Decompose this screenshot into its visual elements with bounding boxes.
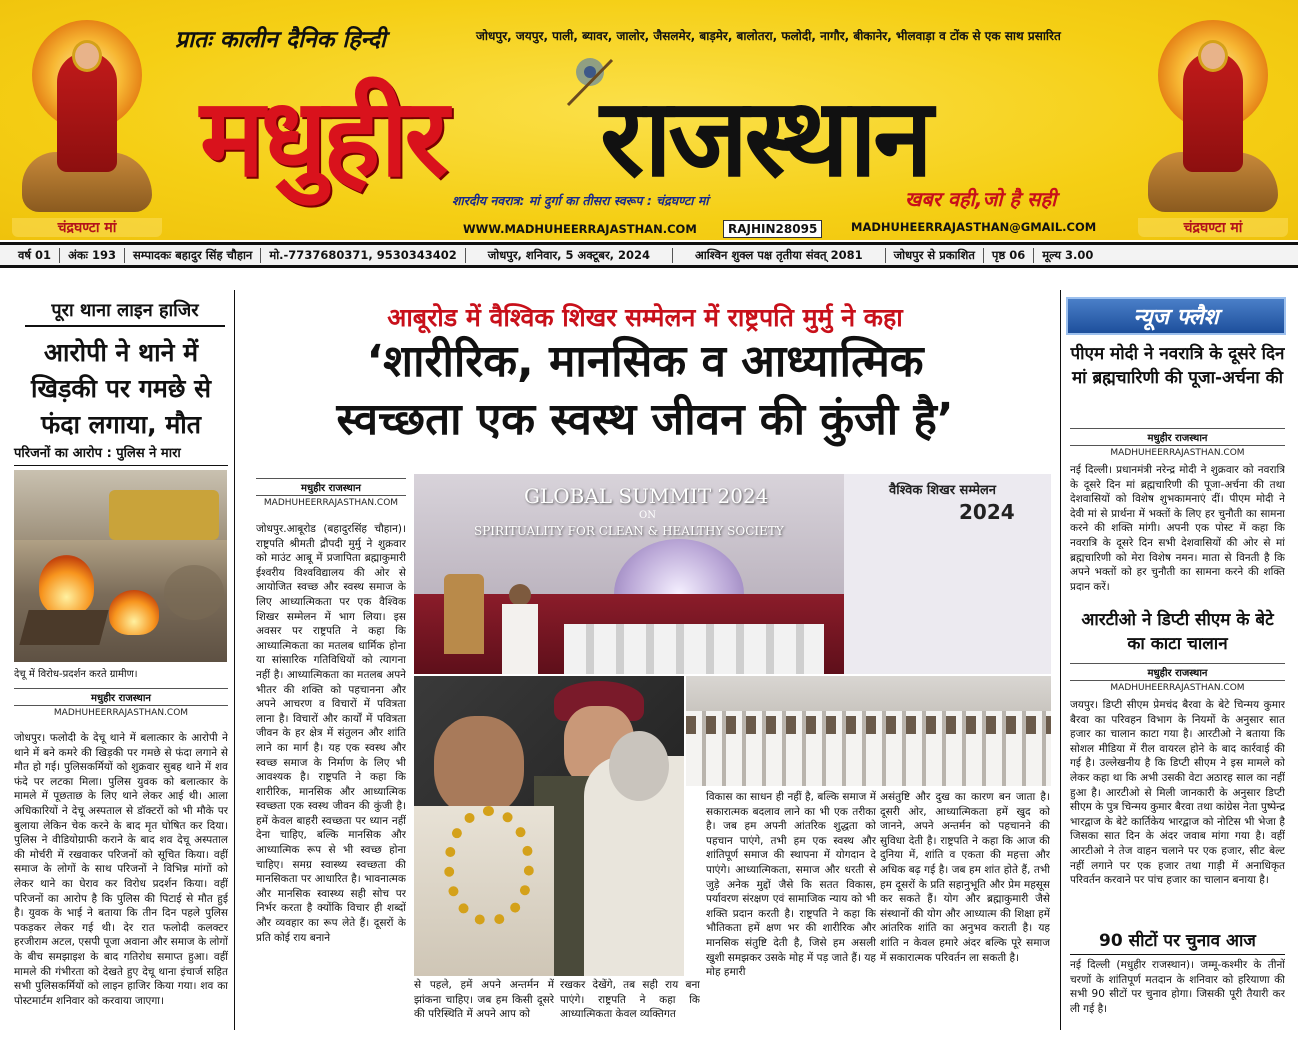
banner-year: 2024	[959, 500, 1015, 524]
masthead	[0, 0, 1298, 240]
election-story-body: नई दिल्ली (मधुहीर राजस्थान)। जम्मू-कश्मीर के तीनों चरणों के शांतिपूर्ण मतदान के शनिवार को हरियाणा की सभी 90 सीटों पर चुनाव होगा। जिसकी पूरी तैयारी कर ली गई है।	[1070, 959, 1285, 1015]
newspaper-title-red: मधुहीर	[200, 76, 445, 201]
center-story-body-col5: असंतुष्टि और दुख का कारण बन जाता है। दूसरी ओर, आध्यात्मिकता हमें खुद को जानने, अपने अन्तर्मन को पहचानने की सुविधा देती है। राष्ट्रपति ने कहा कि आज की दुनिया में, शांति व एकता की महत्ता और अधिक बढ़ गई है। जब हम शांत होते हैं, तभी हम दूसरों के प्रति सहानुभूति और प्रेम महसूस कर सकते हैं। योग और ब्रह्माकुमारी जैसे संस्थानों की योग और आध्यात्म की शिक्षा हमें आंतरिक शांति का अनुभव कराती है। यह शांति न केवल हमारे अंदर बल्कि पूरे समाज में सकारात्मक परिवर्तन ला सकती है।	[880, 791, 1050, 964]
center-story-byline	[256, 478, 406, 508]
modi-story-byline	[1070, 428, 1285, 458]
byline-website: MADHUHEERRAJASTHAN.COM	[263, 498, 399, 508]
banner-hindi: वैश्विक शिखर सम्मेलन	[889, 483, 997, 498]
center-story-body-col3: रखकर देखेंगे, तब सही राय बना पाएंगे। राष्ट्रपति ने कहा कि आध्यात्मिकता केवल व्यक्तिगत	[560, 979, 700, 1021]
rto-story-byline	[1070, 663, 1285, 693]
masthead-tagline: प्रातः कालीन दैनिक हिन्दी	[175, 26, 386, 53]
flute-peacock-icon	[560, 50, 620, 110]
issue-date: जोधपुर, शनिवार, 5 अक्टूबर, 2024	[466, 248, 673, 263]
protest-fire-photo	[14, 470, 227, 662]
hindu-calendar-date: आश्विन शुक्ल पक्ष तृतीया संवत् 2081	[673, 248, 886, 263]
modi-story-headline[interactable]: पीएम मोदी ने नवरात्रि के दूसरे दिन मां ब्रह्मचारिणी की पूजा-अर्चना की	[1070, 344, 1285, 388]
column-divider	[1060, 290, 1061, 1030]
navratri-subline: शारदीय नवरात्र: मां दुर्गा का तीसरा स्वरूप : चंद्रघण्टा मां	[452, 193, 709, 208]
left-story-body: जोधपुर। फलोदी के देचू थाने में बलात्कार के आरोपी ने थाने में बने कमरे की खिड़की पर गमछे से फंदा लगाने से मौत हो गई। पुलिसकर्मियों को शुक्रवार सुबह थाने में शव फंदे पर लटका मिला। पुलिस युवक को बलात्कार के मामले में पूछताछ के लिए थाने लेकर आई थी। आला अधिकारियों ने देचू अस्पताल से डॉक्टरों को भी मौके पर बुलाया लेकिन चेक करने के बाद मृत घोषित कर दिया। पुलिस ने वीडियोग्राफी कराने के बाद शव देचू अस्पताल की मोर्चरी में रखवाकर परिजनों को सूचित किया। वहीं समाज के लोगों के साथ परिजनों ने विभिन्न मांगों को लेकर थाने का घेराव कर विरोध प्रदर्शन किया। वहीं परिजनों का आरोप है कि पुलिस की पिटाई से मौत हुई है। युवक के भाई ने बताया कि तीन दिन पहले पुलिस पकड़कर लेकर गई थी। देर रात फलोदी कलक्टर हरजीराम अटल, एसपी पूजा अवाना और समाज के लोगों के बीच समझाइश के बाद गतिरोध समाप्त हुआ। वहीं मामले की गंभीरता को देखते हुए देचू थाना इंचार्ज सहित सभी पुलिसकर्मियों को लाइन हाजिर किया गया। शव का पोस्टमार्टम शनिवार को करवाया जाएगा।	[14, 732, 228, 1007]
masthead-cities: जोधपुर, जयपुर, पाली, ब्यावर, जालोर, जैसलमेर, बाड़मेर, बालोतरा, फलोदी, नागौर, बीकानेर, भीलवाड़ा व टोंक से एक साथ प्रसारित	[476, 29, 1061, 43]
summit-stage-photo	[414, 474, 1051, 674]
rto-story-headline[interactable]: आरटीओ ने डिप्टी सीएम के बेटे का काटा चालान	[1081, 610, 1274, 654]
newspaper-title-black: राजस्थान	[600, 76, 930, 201]
center-story-kicker: आबूरोड में वैश्विक शिखर सम्मेलन में राष्ट्रपति मुर्मु ने कहा	[387, 303, 903, 332]
byline-website: MADHUHEERRAJASTHAN.COM	[1110, 448, 1245, 458]
masthead-email-link[interactable]: MADHUHEERRAJASTHAN@GMAIL.COM	[851, 220, 1097, 234]
masthead-slogan: खबर वही,जो है सही	[905, 187, 1057, 211]
byline-label: मधुहीर राजस्थान	[256, 478, 406, 496]
issue-number: अंकः 193	[60, 248, 125, 263]
left-photo-caption: देचू में विरोध-प्रदर्शन करते ग्रामीण।	[14, 669, 138, 680]
issue-year: वर्ष 01	[0, 248, 60, 263]
left-story-kicker: पूरा थाना लाइन हाजिर	[25, 298, 225, 327]
page-count: पृष्ठ 06	[984, 248, 1034, 263]
byline-website: MADHUHEERRAJASTHAN.COM	[1110, 683, 1245, 693]
publication-place: जोधपुर से प्रकाशित	[886, 248, 984, 263]
byline-label: मधुहीर राजस्थान	[1070, 428, 1285, 446]
headline-line-1: ‘शारीरिक, मानसिक व आध्यात्मिक	[366, 336, 924, 387]
masthead-website-link[interactable]: WWW.MADHUHEERRAJASTHAN.COM	[463, 222, 697, 236]
contact-phone: मो.-7737680371, 9530343402	[261, 248, 465, 263]
goddess-image-left	[12, 12, 162, 237]
issue-info-bar	[0, 242, 1298, 268]
rto-story-body: जयपुर। डिप्टी सीएम प्रेमचंद बैरवा के बेटे चिन्मय कुमार बैरवा का परिवहन विभाग के नियमों के अनुसार सात हजार का चालान काटा गया है। आरटीओ ने बताया कि सोशल मीडिया में रील वायरल होने के बाद कार्रवाई की गई है। उल्लेखनीय है कि डिप्टी सीएम ने इस मामले को लेकर कहा था कि अभी उसकी वेटा अठारह साल का नहीं हुआ है। आरटीओ से मिली जानकारी के अनुसार डिप्टी सीएम के पुत्र चिन्मय कुमार बैरवा तथा कांग्रेस नेता पुष्पेन्द्र भारद्वाज के बेटे कार्तिकेय भारद्वाज को नोटिस भी भेजा है जिसका सात दिन के अंदर जवाब मांगा गया है। वहीं आरटीओ ने तेज वाहन चलाने पर एक हजार, सीट बेल्ट नहीं लगाने पर एक हजार तथा गाड़ी में अनाधिकृत परिवर्तन करवाने पर पांच हजार का चालान बनाया है।	[1070, 699, 1285, 887]
registration-number: RAJHIN28095	[723, 220, 822, 238]
modi-story-body: नई दिल्ली। प्रधानमंत्री नरेन्द्र मोदी ने शुक्रवार को नवरात्रि के दूसरे दिन मां ब्रह्मचारिणी की पूजा-अर्चना की तथा देशवासियों को विशेष शुभकामनाएं दीं। पीएम मोदी ने देवी मां से प्रार्थना में भक्तों के लिए हर चुनौती का सामना करने की शक्ति मांगी। अपनी एक पोस्ट में कहा कि नवरात्रि के दूसरे दिन सभी देशवासियों की ओर से मां ब्रह्मचारिणी को मेरा विशेष नमन। माता से विनती है कि अपने भक्तों को हर चुनौती का सामना करने की शक्ति प्रदान करें।	[1070, 464, 1285, 593]
byline-label: मधुहीर राजस्थान	[1070, 663, 1285, 681]
headline-line-2: स्वच्छता एक स्वस्थ जीवन की कुंजी है’	[336, 394, 954, 445]
news-flash-banner: न्यूज फ्लैश	[1066, 297, 1286, 335]
center-story-body-col4: विकास का साधन ही नहीं है, बल्कि समाज में सकारात्मक बदलाव लाने का भी एक तरीका है। जब हम अपनी आंतरिक शुद्धता को पहचान पाएंगे, तभी हम एक स्वस्थ और शांतिपूर्ण समाज की स्थापना में योगदान दे पाएंगे। आध्यात्मिकता, समाज और धरती से जुड़े अनेक मुद्दों जैसे कि सतत विकास, पर्यावरण संरक्षण एवं सामाजिक न्याय को भी शक्ति प्रदान करती है। राष्ट्रपति ने कहा कि भौतिकता हमें क्षण भर की शारीरिक और मानसिक संतुष्टि देती है, जिसे हम असली खुशी समझकर उसके मोह में पड़ जाते हैं। यह मोह हमारी	[706, 791, 876, 979]
banner-on: ON	[639, 510, 656, 521]
left-story-headline[interactable]: आरोपी ने थाने में खिड़की पर गमछे से फंदा लगाया, मौत	[31, 338, 211, 439]
byline-label: मधुहीर राजस्थान	[14, 688, 228, 706]
center-story-body-col1: जोधपुर.आबूरोड (बहादुरसिंह चौहान)। राष्ट्रपति श्रीमती द्रौपदी मुर्मु ने शुक्रवार को माउंट आबू में प्रजापिता ब्रह्माकुमारी ईश्वरीय विश्वविद्यालय की ओर से आयोजित स्वच्छ और स्वस्थ समाज के लिए आध्यात्मिकता पर एक वैश्विक शिखर सम्मेलन में भाग लिया। इस अवसर पर राष्ट्रपति ने कहा कि आध्यात्मिकता का मतलब धार्मिक होना या सांसारिक गतिविधियों को त्यागना नहीं है। आध्यात्मिकता का मतलब अपने भीतर की शक्ति को पहचानना और अपने आचरण व विचारों में पवित्रता लाना है। विचारों और कार्यों में पवित्रता जीवन के हर क्षेत्र में संतुलन और शांति लाने का मार्ग है। यह एक स्वस्थ और स्वच्छ समाज के निर्माण के लिए भी आवश्यक है। राष्ट्रपति ने कहा कि शारीरिक, मानसिक और आध्यात्मिक स्वच्छता एक स्वस्थ जीवन की कुंजी है। हमें केवल बाहरी स्वच्छता पर ध्यान नहीं देना चाहिए, बल्कि मानसिक और आध्यात्मिक रूप से भी स्वच्छ होना चाहिए। समग्र स्वास्थ्य स्वच्छता की मानसिकता पर आधारित है। भावनात्मक और मानसिक स्वास्थ्य सही सोच पर निर्भर करता है क्योंकि विचार ही शब्दों और व्यवहार का रूप लेते हैं। दूसरों के प्रति कोई राय बनाने	[256, 523, 406, 944]
goddess-caption-right: चंद्रघण्टा मां	[1138, 218, 1288, 237]
left-story-deck: परिजनों का आरोप : पुलिस ने मारा	[14, 443, 228, 466]
byline-website: MADHUHEERRAJASTHAN.COM	[53, 708, 189, 718]
goddess-image-right	[1138, 12, 1288, 237]
column-divider	[234, 290, 235, 1030]
left-story-byline	[14, 688, 228, 718]
audience-photo	[686, 676, 1051, 786]
center-story-headline[interactable]	[240, 333, 1050, 449]
goddess-caption-left: चंद्रघण्टा मां	[12, 218, 162, 237]
president-greeting-photo	[414, 676, 684, 976]
center-story-body-col2: से पहले, हमें अपने अन्तर्मन में झांकना चाहिए। जब हम किसी दूसरे की परिस्थिति में अपने आप को	[414, 979, 554, 1021]
banner-subtitle: SPIRITUALITY FOR CLEAN & HEALTHY SOCIETY	[474, 524, 784, 538]
election-story-headline[interactable]: 90 सीटों पर चुनाव आज	[1070, 928, 1285, 955]
price: मूल्य 3.00	[1042, 247, 1094, 262]
banner-title: GLOBAL SUMMIT 2024	[524, 484, 769, 508]
editor-name: सम्पादकः बहादुर सिंह चौहान	[125, 248, 261, 263]
